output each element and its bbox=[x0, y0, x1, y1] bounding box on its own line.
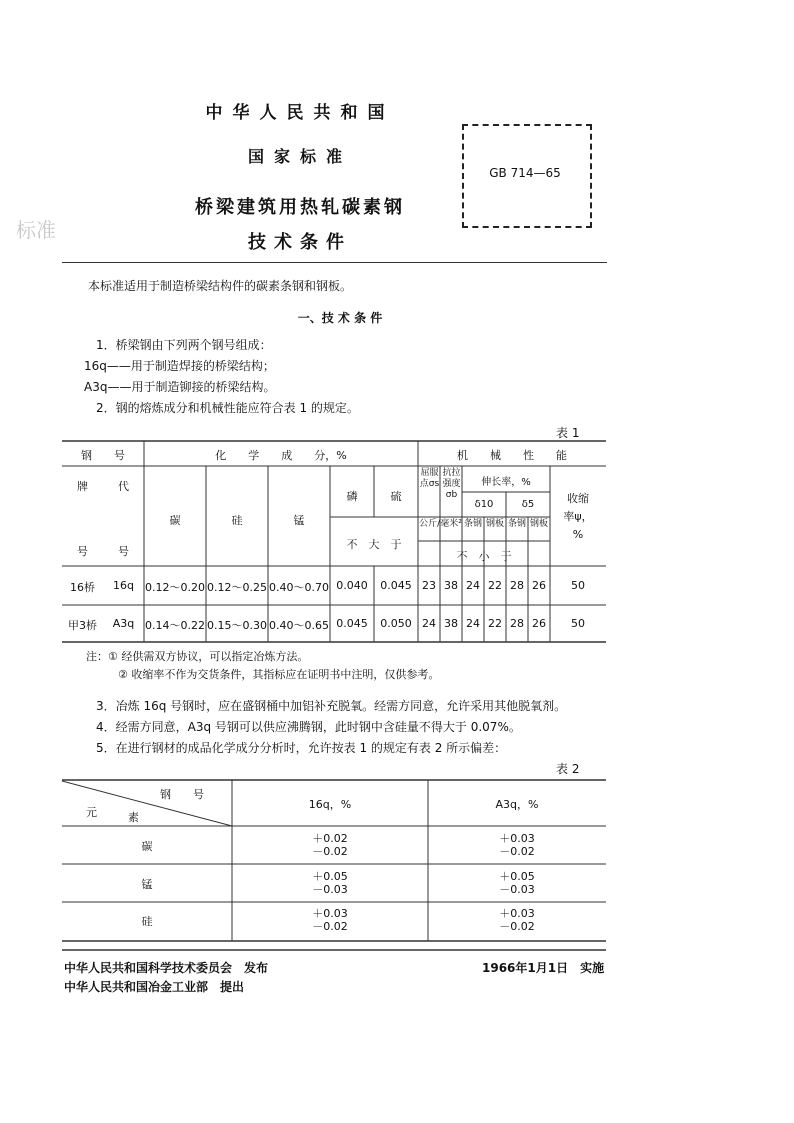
t1-h-notless: 不 小 于 bbox=[456, 550, 512, 563]
t2-h-col2: A3q，% bbox=[495, 798, 539, 811]
t1-h-d5: δ5 bbox=[521, 499, 535, 510]
doc-title-line2: 技术条件 bbox=[248, 232, 352, 253]
t1-h-brand: 牌 bbox=[77, 480, 88, 493]
t1-h-plate1: 钢板 bbox=[485, 519, 504, 529]
t1-r2-d10b: 24 bbox=[466, 617, 480, 630]
t1-r1-psi: 50 bbox=[571, 579, 585, 592]
t1-r2-d5p: 26 bbox=[532, 617, 546, 630]
t1-r2-psi: 50 bbox=[571, 617, 585, 630]
t2-r2-a-minus: －0.03 bbox=[312, 883, 348, 896]
t2-h-elem2: 素 bbox=[128, 811, 139, 824]
t1-h-silicon: 硅 bbox=[231, 514, 243, 527]
footer-date: 1966年1月1日 实施 bbox=[482, 961, 605, 975]
t1-h-notmore: 不 大 于 bbox=[346, 538, 402, 551]
t1-r1-mn: 0.40～0.70 bbox=[269, 581, 329, 594]
t1-r1-d5p: 26 bbox=[532, 579, 546, 592]
t1-h-phosphorus: 磷 bbox=[346, 490, 358, 503]
t2-r3-b bbox=[428, 907, 606, 933]
intro-text: 本标准适用于制造桥梁结构件的碳素条钢和钢板。 bbox=[88, 279, 353, 293]
t1-h-elong: 伸长率，% bbox=[481, 477, 531, 488]
para-5: 5．在进行钢材的成品化学成分分析时，允许按表 1 的规定有表 2 所示偏差： bbox=[96, 741, 507, 755]
t1-r1-ys: 23 bbox=[422, 579, 436, 592]
t1-h-yield: 屈服点σs bbox=[419, 468, 440, 489]
footer-issuer: 中华人民共和国科学技术委员会 发布 bbox=[64, 961, 269, 975]
t2-r2-a bbox=[232, 870, 428, 896]
t2-r3-a-plus: ＋0.03 bbox=[312, 907, 348, 920]
t1-r1-d10p: 22 bbox=[488, 579, 502, 592]
table1-label: 表 1 bbox=[556, 426, 580, 440]
t1-h-bar2: 条钢 bbox=[507, 519, 526, 529]
t1-h-steel: 钢 号 bbox=[81, 449, 125, 462]
t2-r3-a-minus: －0.02 bbox=[312, 920, 348, 933]
t1-r2-d5b: 28 bbox=[510, 617, 524, 630]
t2-r2-b-plus: ＋0.05 bbox=[499, 870, 535, 883]
doc-title-line1: 桥梁建筑用热轧碳素钢 bbox=[195, 197, 405, 218]
t1-h-d10: δ10 bbox=[474, 499, 494, 510]
t2-r2-b-minus: －0.03 bbox=[499, 883, 535, 896]
t2-r3-b-plus: ＋0.03 bbox=[499, 907, 535, 920]
t1-note-1: 注：① 经供需双方协议，可以指定冶炼方法。 bbox=[86, 650, 309, 663]
t1-h-mech: 机 械 性 能 bbox=[457, 449, 567, 462]
t2-r3-name: 硅 bbox=[141, 915, 153, 928]
t1-r2-c: 0.14～0.22 bbox=[145, 619, 205, 632]
para-2: 2．钢的熔炼成分和机械性能应符合表 1 的规定。 bbox=[96, 401, 359, 415]
t1-h-hao2: 号 bbox=[118, 545, 129, 558]
t1-r2-s: 0.050 bbox=[380, 617, 412, 630]
t1-r2-ys: 24 bbox=[422, 617, 436, 630]
para-1: 1．桥梁钢由下列两个钢号组成： bbox=[96, 338, 272, 352]
t1-h-sulfur: 硫 bbox=[390, 490, 402, 503]
t1-h-shrink: 收缩率ψ，% bbox=[563, 492, 593, 541]
t2-r2-name: 锰 bbox=[141, 878, 153, 891]
t1-h-carbon: 碳 bbox=[169, 514, 181, 527]
t2-r3-b-minus: －0.02 bbox=[499, 920, 535, 933]
t2-h-steel: 钢 号 bbox=[160, 788, 204, 801]
t2-r1-a-minus: －0.02 bbox=[312, 845, 348, 858]
t1-h-hao1: 号 bbox=[77, 545, 88, 558]
t1-r1-p: 0.040 bbox=[336, 579, 368, 592]
t1-r1-d5b: 28 bbox=[510, 579, 524, 592]
t1-r1-brand: 16桥 bbox=[70, 581, 95, 594]
para-1b: A3q——用于制造铆接的桥梁结构。 bbox=[84, 380, 276, 394]
t1-r2-brand: 甲3桥 bbox=[68, 619, 97, 632]
t1-h-chem: 化 学 成 分，% bbox=[215, 449, 347, 462]
t2-r2-b bbox=[428, 870, 606, 896]
t1-h-manganese: 锰 bbox=[293, 514, 305, 527]
t1-r1-code: 16q bbox=[113, 579, 134, 592]
t1-h-tensile: 抗拉强度σb bbox=[442, 468, 461, 500]
para-4: 4．经需方同意，A3q 号钢可以供应沸腾钢，此时钢中含硅量不得大于 0.07%。 bbox=[96, 720, 521, 734]
standard-type: 国家标准 bbox=[247, 147, 352, 166]
t2-h-elem1: 元 bbox=[86, 806, 97, 819]
t2-h-col1: 16q，% bbox=[308, 798, 352, 811]
t1-r2-d10p: 22 bbox=[488, 617, 502, 630]
table2-label: 表 2 bbox=[556, 762, 580, 776]
standard-code: GB 714—65 bbox=[489, 166, 561, 180]
t1-r1-d10b: 24 bbox=[466, 579, 480, 592]
t2-r1-b-plus: ＋0.03 bbox=[499, 832, 535, 845]
t1-h-bar1: 条钢 bbox=[463, 519, 482, 529]
footer-proposer: 中华人民共和国冶金工业部 提出 bbox=[64, 980, 245, 994]
t1-r1-s: 0.045 bbox=[380, 579, 412, 592]
t2-r3-a bbox=[232, 907, 428, 933]
para-1a: 16q——用于制造焊接的桥梁结构； bbox=[84, 359, 275, 373]
t2-r1-b bbox=[428, 832, 606, 858]
t2-r1-name: 碳 bbox=[141, 840, 153, 853]
t1-r1-si: 0.12～0.25 bbox=[207, 581, 267, 594]
t1-note-2: ② 收缩率不作为交货条件，其指标应在证明书中注明，仅供参考。 bbox=[118, 668, 440, 681]
para-3: 3．冶炼 16q 号钢时，应在盛钢桶中加铝补充脱氧。经需方同意，允许采用其他脱氧剂。 bbox=[96, 699, 567, 713]
t2-r1-a bbox=[232, 832, 428, 858]
t1-r1-c: 0.12～0.20 bbox=[145, 581, 205, 594]
t1-r2-code: A3q bbox=[112, 617, 135, 630]
t1-r2-p: 0.045 bbox=[336, 617, 368, 630]
t1-h-plate2: 钢板 bbox=[529, 519, 548, 529]
t1-h-unit: 公斤/毫米² bbox=[419, 519, 462, 529]
country-name: 中华人民共和国 bbox=[205, 103, 395, 123]
t1-r2-ts: 38 bbox=[444, 617, 458, 630]
t1-r1-ts: 38 bbox=[444, 579, 458, 592]
watermark: 标准 bbox=[16, 218, 56, 242]
t1-r2-mn: 0.40～0.65 bbox=[269, 619, 329, 632]
section-title: 一、技 术 条 件 bbox=[297, 311, 383, 325]
t1-h-code: 代 bbox=[118, 480, 129, 493]
t2-r2-a-plus: ＋0.05 bbox=[312, 870, 348, 883]
t2-r1-a-plus: ＋0.02 bbox=[312, 832, 348, 845]
t1-r2-si: 0.15～0.30 bbox=[207, 619, 267, 632]
t2-r1-b-minus: －0.02 bbox=[499, 845, 535, 858]
